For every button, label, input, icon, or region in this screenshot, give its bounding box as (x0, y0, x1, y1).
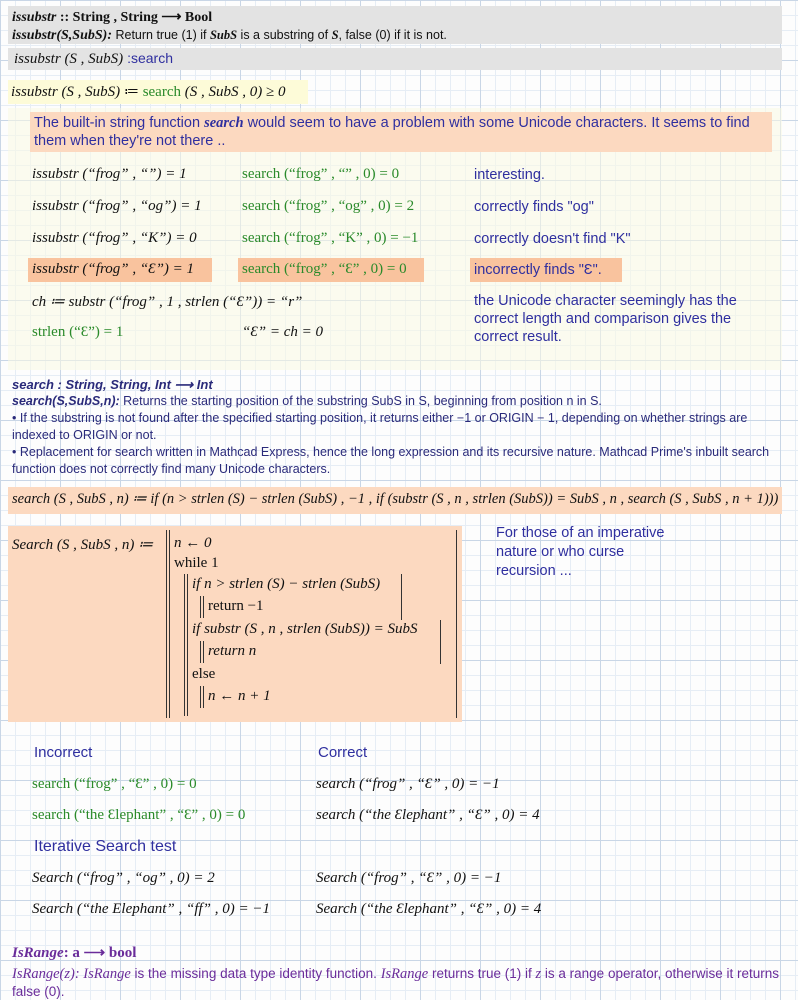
search-doc-bullet2: • Replacement for search written in Mathcad Express, hence the long expression and its recursive nature. Mathcad Prime's inbuilt search function does not correctly find many Unicode characters. (12, 445, 770, 476)
prog-bar-if1-right (401, 574, 402, 620)
example-note-3: correctly doesn't find "K" (474, 231, 631, 247)
desc-text: Return true (1) if (112, 28, 210, 42)
issubstr-definition-box[interactable] (8, 80, 308, 104)
iterative-4[interactable]: Search (“the Ɛlephant” , “Ɛ” , 0) = 4 (316, 901, 542, 917)
warning-text-fn: search (204, 115, 244, 131)
def-lhs: issubstr (11, 84, 58, 100)
prog-bar-return1-1 (200, 596, 201, 618)
prog-line-7: else (192, 666, 216, 682)
prog-bar-outer-right (456, 530, 457, 718)
issubstr-definition (11, 82, 285, 101)
iterative-label: Iterative Search test (34, 838, 177, 855)
example-lhs-2[interactable]: issubstr (“frog” , “og”) = 1 (32, 198, 202, 214)
warning-box (30, 112, 772, 152)
prog-bar-outer-2 (169, 530, 170, 718)
example-note-2: correctly finds "og" (474, 199, 594, 215)
prog-line-6: return n (208, 643, 257, 659)
incorrect-2[interactable]: search (“the Ɛlephant” , “Ɛ” , 0) = 0 (32, 807, 246, 823)
warning-text-b: would seem to have a problem with some Unicode characters. It seems to find them when they're not there .. (34, 115, 750, 149)
search-doc (12, 377, 782, 478)
desc-name: issubstr(S,SubS): (12, 28, 112, 43)
isrange-signature (12, 943, 136, 962)
search-program-lhs: Search (S , SubS , n) ≔ (12, 537, 154, 553)
incorrect-label: Incorrect (34, 744, 93, 761)
def-lhs-args: (S , SubS) (61, 84, 121, 100)
sig-name: issubstr (12, 10, 57, 25)
isrange-desc-e: is a range operator, otherwise it returns false (0). (12, 966, 780, 999)
example-lhs-3[interactable]: issubstr (“frog” , “K”) = 0 (32, 230, 197, 246)
search-doc-bullet1: • If the substring is not found after the specified starting position, it returns either −1 or ORIGIN − 1, depending on whether strings are indexed to ORIGIN or not. (12, 411, 748, 442)
warning-text (34, 114, 766, 150)
prog-bar-while-1 (184, 574, 185, 716)
isrange-sig-rest: : a ⟶ bool (63, 945, 137, 961)
prog-line-1: n ← 0 (174, 535, 212, 551)
search-attach-line (14, 50, 173, 68)
search-line-args: (S , SubS) (64, 51, 124, 67)
strlen-check[interactable]: strlen (“Ɛ”) = 1 (32, 324, 124, 340)
compare-check[interactable]: “Ɛ” = ch = 0 (242, 324, 324, 340)
correct-label: Correct (318, 744, 368, 761)
correct-1[interactable]: search (“frog” , “Ɛ” , 0) = −1 (316, 776, 500, 792)
isrange-desc-c: IsRange (380, 966, 429, 982)
isrange-desc-name: IsRange(z): (12, 966, 80, 982)
search-doc-line1-text: Returns the starting position of the substring SubS in S, beginning from position n in S. (119, 394, 602, 408)
prog-line-2: while 1 (174, 555, 219, 571)
prog-bar-else-1 (200, 686, 201, 708)
iterative-2[interactable]: Search (“the Elephant” , “ff” , 0) = −1 (32, 901, 271, 917)
prog-line-4: return −1 (208, 598, 264, 614)
def-assign: ≔ (120, 84, 143, 100)
isrange-description (12, 965, 782, 1000)
isrange-sig-name: IsRange (12, 945, 64, 961)
desc-subs: SubS (209, 28, 238, 42)
isrange-desc-d: returns true (1) if (428, 966, 536, 981)
correct-2[interactable]: search (“the Ɛlephant” , “Ɛ” , 0) = 4 (316, 807, 540, 823)
unicode-note: the Unicode character seemingly has the correct length and comparison gives the correct result. (474, 293, 737, 345)
prog-bar-return2-1 (200, 641, 201, 663)
search-definition: search (S , SubS , n) ≔ if (n > strlen (S) − strlen (SubS) , −1 , if (substr (S , n , strlen (SubS)) = SubS , n , search (S , SubS , n + 1))) (12, 491, 779, 507)
incorrect-1[interactable]: search (“frog” , “Ɛ” , 0) = 0 (32, 776, 197, 792)
example-note-1: interesting. (474, 167, 545, 183)
isrange-desc-a: IsRange (79, 966, 131, 982)
sig-rest: :: String , String ⟶ Bool (56, 10, 213, 25)
search-line-tail: :search (123, 50, 173, 66)
prog-bar-return1-2 (203, 596, 204, 618)
desc-text3: , false (0) if it is not. (338, 28, 447, 42)
example-rhs-2[interactable]: search (“frog” , “og” , 0) = 2 (242, 198, 415, 214)
desc-s: S (331, 28, 339, 42)
prog-bar-while-2 (187, 574, 188, 716)
def-rhs-args: (S , SubS , 0) ≥ 0 (184, 84, 286, 100)
example-rhs-3[interactable]: search (“frog” , “K” , 0) = −1 (242, 230, 419, 246)
example-lhs-4[interactable]: issubstr (“frog” , “Ɛ”) = 1 (32, 261, 195, 277)
example-rhs-4[interactable]: search (“frog” , “Ɛ” , 0) = 0 (242, 261, 407, 277)
prog-line-3: if n > strlen (S) − strlen (SubS) (192, 576, 381, 592)
example-lhs-1[interactable]: issubstr (“frog” , “”) = 1 (32, 166, 187, 182)
search-doc-sig: search : String, String, Int ⟶ Int (12, 377, 213, 392)
search-doc-line1 (12, 393, 782, 410)
ch-definition[interactable]: ch ≔ substr (“frog” , 1 , strlen (“Ɛ”)) = “r” (32, 294, 303, 310)
issubstr-description (12, 28, 447, 44)
search-doc-line1-name: search(S,SubS,n): (12, 394, 120, 408)
example-rhs-1[interactable]: search (“frog” , “” , 0) = 0 (242, 166, 400, 182)
prog-bar-return2-2 (203, 641, 204, 663)
imperative-note: For those of an imperative nature or who curse recursion ... (496, 525, 665, 579)
iterative-1[interactable]: Search (“frog” , “og” , 0) = 2 (32, 870, 215, 886)
prog-bar-outer-1 (166, 530, 167, 718)
prog-line-5: if substr (S , n , strlen (SubS)) = SubS (192, 621, 418, 637)
warning-text-a: The built-in string function (34, 115, 205, 131)
isrange-desc-z: z (535, 966, 542, 982)
example-note-4: incorrectly finds "Ɛ". (474, 262, 602, 278)
prog-line-8: n ← n + 1 (208, 688, 271, 704)
search-definition-box[interactable] (8, 487, 782, 514)
prog-bar-else-2 (203, 686, 204, 708)
def-rhs-fn: search (142, 84, 181, 100)
desc-text2: is a substring of (237, 28, 332, 42)
search-line-fn: issubstr (14, 51, 61, 67)
iterative-3[interactable]: Search (“frog” , “Ɛ” , 0) = −1 (316, 870, 502, 886)
issubstr-signature (12, 9, 212, 26)
prog-bar-if2-right (440, 620, 441, 664)
isrange-desc-b: is the missing data type identity function. (130, 966, 381, 981)
